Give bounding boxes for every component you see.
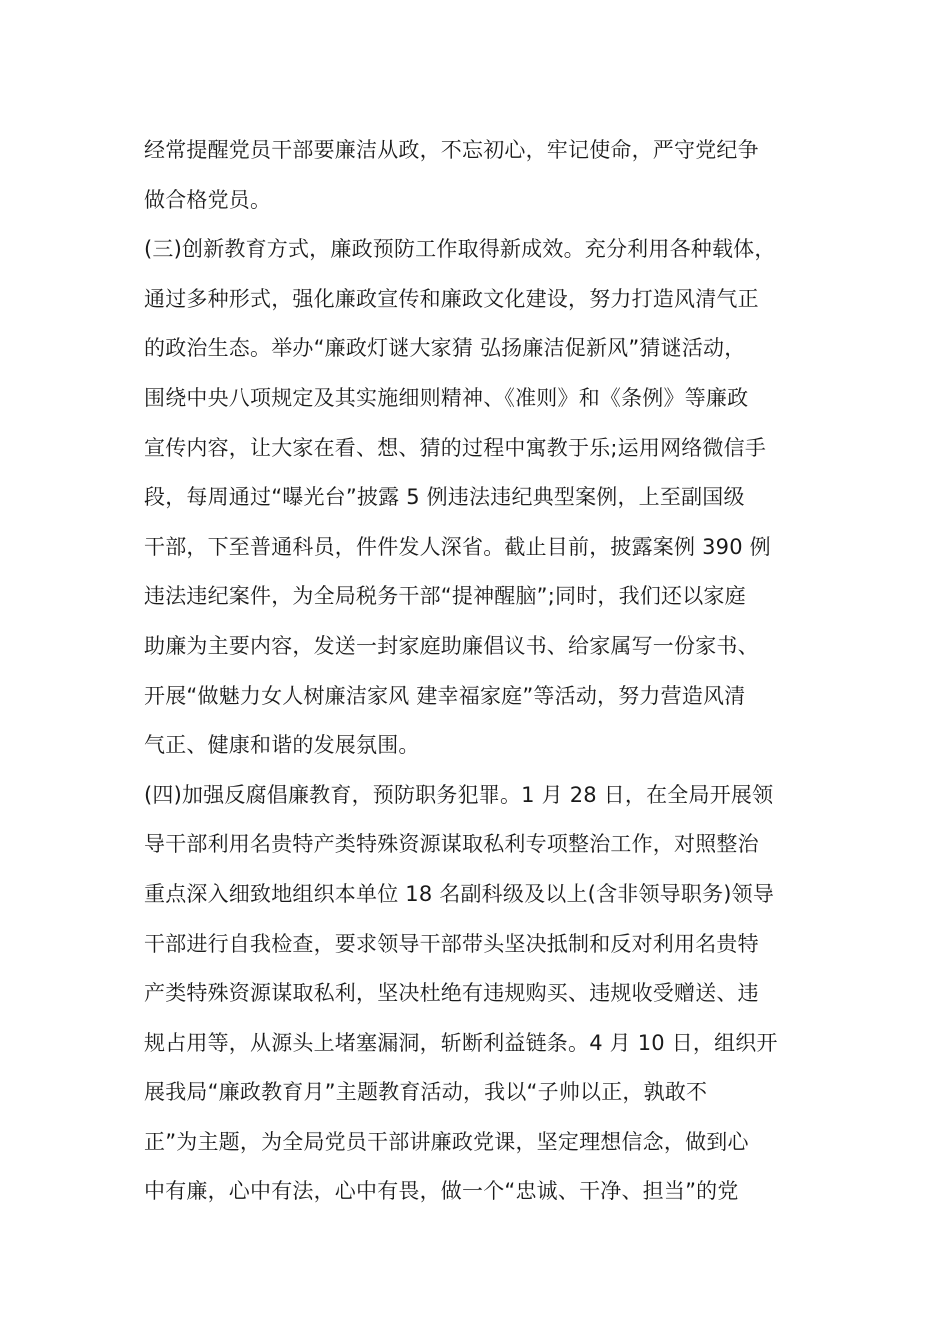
- text-line: 宣传内容，让大家在看、想、猜的过程中寓教于乐;运用网络微信手: [144, 435, 767, 460]
- text-line: 导干部利用名贵特产类特殊资源谋取私利专项整治工作，对照整治: [144, 832, 759, 857]
- document-body: [144, 126, 834, 1217]
- text-line: 通过多种形式，强化廉政宣传和廉政文化建设，努力打造风清气正: [144, 286, 759, 311]
- text-line: 展我局“廉政教育月”主题教育活动，我以“子帅以正，孰敢不: [144, 1080, 708, 1105]
- text-line: 围绕中央八项规定及其实施细则精神、《准则》和《条例》等廉政: [144, 385, 749, 410]
- text-line: (四)加强反腐倡廉教育，预防职务犯罪。1 月 28 日，在全局开展领: [144, 782, 774, 807]
- text-line: 气正、健康和谐的发展氛围。: [144, 733, 420, 758]
- text-line: 开展“做魅力女人树廉洁家风 建幸福家庭”等活动，努力营造风清: [144, 683, 746, 708]
- text-line: 段，每周通过“曝光台”披露 5 例违法违纪典型案例，上至副国级: [144, 485, 745, 510]
- text-line: 规占用等，从源头上堵塞漏洞，斩断利益链条。4 月 10 日，组织开: [144, 1030, 778, 1055]
- text-line: 中有廉，心中有法，心中有畏，做一个“忠诚、干净、担当”的党: [144, 1179, 739, 1204]
- text-line: 的政治生态。举办“廉政灯谜大家猜 弘扬廉洁促新风”猜谜活动，: [144, 336, 746, 361]
- text-line: 违法违纪案件，为全局税务干部“提神醒脑”;同时，我们还以家庭: [144, 584, 746, 609]
- text-line: (三)创新教育方式，廉政预防工作取得新成效。充分利用各种载体，: [144, 237, 776, 262]
- text-line: 经常提醒党员干部要廉洁从政，不忘初心，牢记使命，严守党纪争: [144, 138, 759, 162]
- text-line: 重点深入细致地组织本单位 18 名副科级及以上(含非领导职务)领导: [144, 881, 775, 906]
- text-line: 干部，下至普通科员，件件发人深省。截止目前，披露案例 390 例: [144, 534, 771, 559]
- text-line: 做合格党员。: [144, 187, 272, 212]
- text-line: 正”为主题，为全局党员干部讲廉政党课，坚定理想信念，做到心: [144, 1129, 749, 1154]
- text-line: 助廉为主要内容，发送一封家庭助廉倡议书、给家属写一份家书、: [144, 633, 759, 658]
- text-line: 干部进行自我检查，要求领导干部带头坚决抵制和反对利用名贵特: [144, 931, 759, 956]
- text-line: 产类特殊资源谋取私利，坚决杜绝有违规购买、违规收受赠送、违: [144, 981, 759, 1006]
